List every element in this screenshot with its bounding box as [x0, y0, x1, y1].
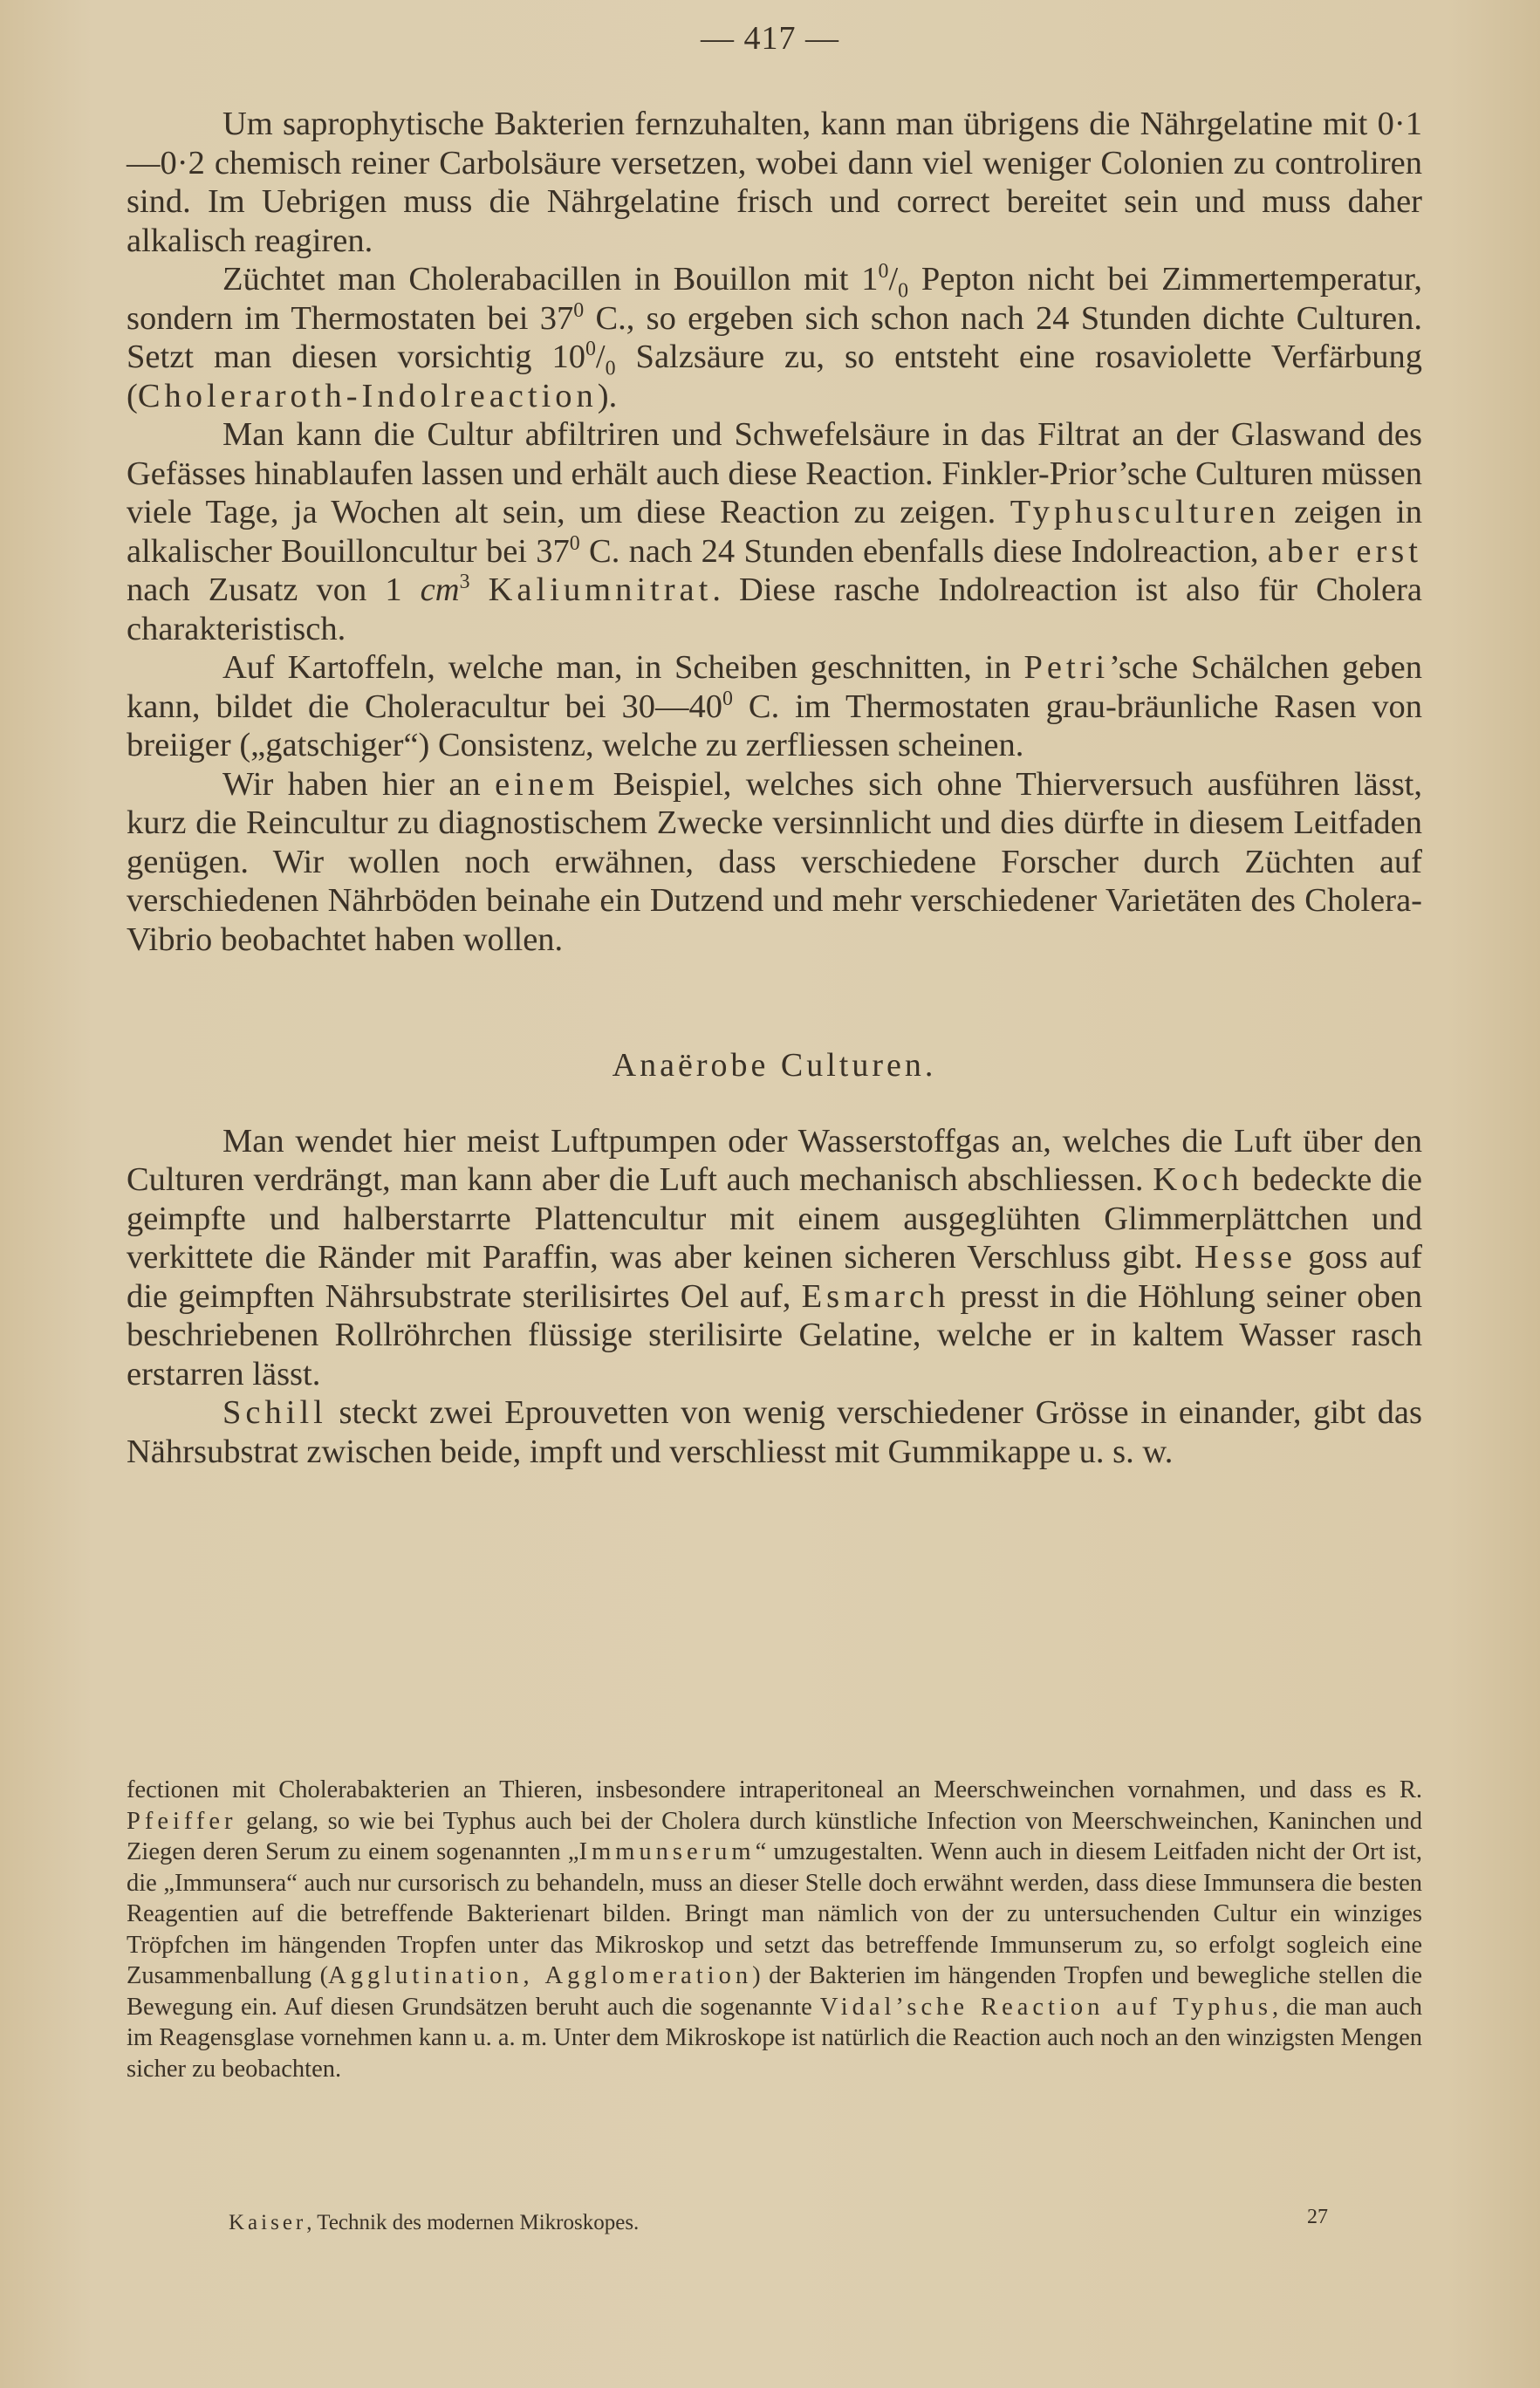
footnote-text: fectionen mit Cholerabakterien an Thieren, insbesondere intraperitoneal an Meerschweinchen vornahmen, und dass es R. Pfeiffer gelang, so wie bei Typhus auch bei der Cholera durch künstliche Infection von Meerschweinchen, Kaninchen und Ziegen deren Serum zu einem sogenannten „Immunserum“ umzugestalten. Wenn auch in diesem Leitfaden nicht der Ort ist, die „Immunsera“ auch nur cursorisch zu behandeln, muss an dieser Stelle doch erwähnt werden, dass diese Immunsera die besten Reagentien auf die betreffende Bakterienart bilden. Bringt man nämlich von der zu untersuchenden Cultur ein winziges Tröpfchen im hängenden Tropfen unter das Mikroskop und setzt das betreffende Immunserum zu, so erfolgt sogleich eine Zusammenballung (Agglutination, Agglomeration) der Bakterien im hängenden Tropfen und bewegliche stellen die Bewegung ein. Auf diesen Grundsätzen beruht auch die sogenannte Vidal’sche Reaction auf Typhus, die man auch im Reagensglase vornehmen kann u. a. m. Unter dem Mikroskope ist natürlich die Reaction auch noch an den winzigsten Mengen sicher zu beobachten. — [127, 1776, 1423, 2083]
page-footer — [229, 2206, 1328, 2235]
footer-author: Kaiser — [229, 2211, 307, 2234]
paragraph-5: Wir haben hier an einem Beispiel, welches sich ohne Thierversuch ausführen lässt, kurz die Reincultur zu diagnostischem Zwecke versinnlicht und dies dürfte in diesem Leitfaden genügen. Wir wollen noch erwähnen, dass verschiedene Forscher durch Züchten auf verschiedenen Nährböden beinahe ein Dutzend und mehr verschiedener Varietäten des Cholera-Vibrio beobachtet haben wollen. — [127, 765, 1422, 958]
main-text — [127, 105, 1422, 1471]
page-number: — 417 — — [701, 20, 839, 57]
paragraph-6: Man wendet hier meist Luftpumpen oder Wasserstoffgas an, welches die Luft über den Culturen verdrängt, man kann aber die Luft auch mechanisch abschliessen. Koch bedeckte die geimpfte und halberstarrte Plattencultur mit einem ausgeglühten Glimmerplättchen und verkittete die Ränder mit Paraffin, was aber keinen sicheren Verschluss gibt. Hesse goss auf die geimpften Nährsubstrate sterilisirtes Oel auf, Esmarch presst in die Höhlung seiner oben beschriebenen Rollröhrchen flüssige sterilisirte Gelatine, welche er in kaltem Wasser rasch erstarren lässt. — [127, 1122, 1423, 1392]
section-heading: Anaërobe Culturen. — [612, 1047, 937, 1084]
paragraph-7: Schill steckt zwei Eprouvetten von wenig verschiedener Grösse in einander, gibt das Nährsubstrat zwischen beide, impft und verschliesst mit Gummikappe u. s. w. — [127, 1394, 1422, 1470]
footer-title: , Technik des modernen Mikroskopes. — [306, 2211, 640, 2234]
paragraph-1: Um saprophytische Bakterien fernzuhalten, kann man übrigens die Nährgelatine mit 0·1—0·2 chemisch reiner Carbolsäure versetzen, wobei dann viel weniger Colonien zu controliren sind. Im Uebrigen muss die Nährgelatine frisch und correct bereitet sein und muss daher alkalisch reagiren. — [127, 106, 1422, 259]
footnote — [127, 1775, 1422, 2084]
paragraph-4: Auf Kartoffeln, welche man, in Scheiben geschnitten, in Petri’sche Schälchen geben kann, bildet die Choleracultur bei $30—40^0$ C. im Thermostaten grau-bräunliche Rasen von breiiger („gatschiger“) Consistenz, welche zu zerfliessen scheinen. — [127, 649, 1422, 763]
paragraph-2: Züchtet man Cholerabacillen in Bouillon mit $1^0/_0$ Pepton nicht bei Zimmertemperatur, sondern im Thermostaten bei $37^0$ C., so ergeben sich schon nach 24 Stunden dichte Culturen. Setzt man diesen vorsichtig $10^0/_0$ Salzsäure zu, so entsteht eine rosaviolette Verfärbung (Choleraroth-Indolreaction). — [127, 260, 1422, 414]
paragraph-3: Man kann die Cultur abfiltriren und Schwefelsäure in das Filtrat an der Glaswand des Gefässes hinablaufen lassen und erhält auch diese Reaction. Finkler-Prior’sche Culturen müssen viele Tage, ja Wochen alt sein, um diese Reaction zu zeigen. Typhusculturen zeigen in alkalischer Bouilloncultur bei $37^0$ C. nach 24 Stunden ebenfalls diese Indolreaction, aber erst nach Zusatz von 1 $cm^3$ Kaliumnitrat. Diese rasche Indolreaction ist also für Cholera charakteristisch. — [127, 416, 1422, 647]
signature-mark: 27 — [1307, 2206, 1328, 2228]
